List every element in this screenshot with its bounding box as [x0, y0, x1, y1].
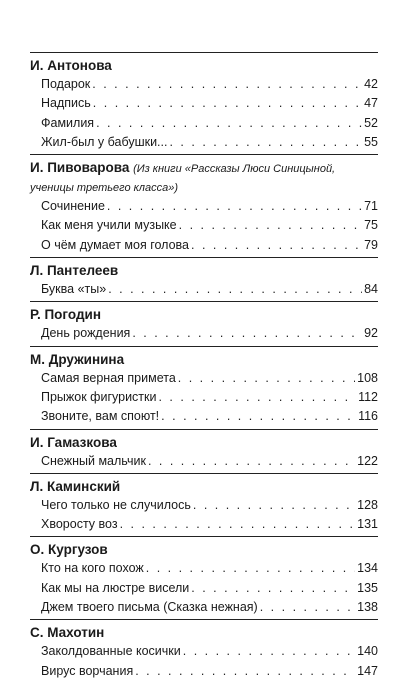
- page-number: 147: [357, 663, 378, 678]
- toc-entry: [30, 598, 378, 617]
- dot-leader: [148, 452, 355, 471]
- page-number: 140: [357, 644, 378, 659]
- dot-leader: [96, 114, 362, 133]
- entry-title: Снежный мальчик: [41, 453, 146, 468]
- page-number: 79: [364, 237, 378, 252]
- toc-section: [30, 301, 378, 343]
- entry-title: Джем твоего письма (Сказка нежная): [41, 600, 258, 615]
- toc-section: [30, 619, 378, 681]
- entry-title: Как меня учили музыке: [41, 218, 177, 233]
- dot-leader: [193, 496, 355, 515]
- toc-entry: [30, 452, 378, 471]
- dot-leader: [108, 280, 362, 299]
- author-heading: [30, 473, 378, 496]
- toc-entry: [30, 662, 378, 681]
- author-name: С. Махотин: [30, 625, 105, 641]
- dot-leader: [107, 197, 362, 216]
- toc-section: [30, 154, 378, 255]
- table-of-contents: [30, 0, 378, 681]
- toc-entry: [30, 515, 378, 534]
- author-name: И. Гамазкова: [30, 434, 117, 450]
- entry-title: Кто на кого похож: [41, 561, 144, 576]
- toc-entry: [30, 133, 378, 152]
- page-number: 112: [358, 389, 378, 404]
- toc-entry: [30, 496, 378, 515]
- entry-title: Как мы на люстре висели: [41, 580, 190, 595]
- dot-leader: [135, 662, 355, 681]
- page-number: 71: [364, 199, 378, 214]
- dot-leader: [132, 324, 362, 343]
- entry-title: Вирус ворчания: [41, 663, 134, 678]
- page-number: 52: [364, 115, 378, 130]
- author-heading: [30, 52, 378, 75]
- page-number: 84: [364, 282, 378, 297]
- author-name: М. Дружинина: [30, 351, 125, 367]
- page-number: 128: [357, 497, 378, 512]
- author-name: Л. Каминский: [30, 478, 121, 494]
- entry-title: Чего только не случилось: [41, 497, 191, 512]
- dot-leader: [178, 369, 355, 388]
- page-number: 92: [364, 326, 378, 341]
- toc-entry: [30, 388, 378, 407]
- author-name: И. Антонова: [30, 58, 112, 73]
- author-heading: [30, 257, 378, 280]
- author-heading: [30, 154, 378, 197]
- toc-entry: [30, 642, 378, 661]
- entry-title: Фамилия: [41, 115, 95, 130]
- dot-leader: [169, 133, 362, 152]
- page-number: 55: [364, 134, 378, 149]
- dot-leader: [92, 75, 362, 94]
- toc-entry: [30, 114, 378, 133]
- toc-entry: [30, 280, 378, 299]
- book-subtitle: (Из книги «Рассказы Люси Синицыной, ученицы третьего класса»): [30, 163, 336, 195]
- dot-leader: [191, 579, 355, 598]
- author-heading: [30, 619, 378, 642]
- entry-title: Буква «ты»: [41, 282, 107, 297]
- page-number: 131: [357, 517, 378, 532]
- entry-title: Самая верная примета: [41, 370, 176, 385]
- page-number: 134: [357, 561, 378, 576]
- entry-title: Жил-был у бабушки...: [41, 134, 168, 149]
- toc-entry: [30, 407, 378, 426]
- page-number: 138: [357, 600, 378, 615]
- toc-entry: [30, 559, 378, 578]
- author-name: Л. Пантелеев: [30, 263, 119, 279]
- entry-title: Подарок: [41, 77, 91, 91]
- toc-entry: [30, 369, 378, 388]
- toc-entry: [30, 324, 378, 343]
- entry-title: Заколдованные косички: [41, 644, 181, 659]
- page-number: 42: [364, 77, 378, 91]
- page-number: 75: [364, 218, 378, 233]
- toc-entry: [30, 579, 378, 598]
- dot-leader: [120, 515, 356, 534]
- toc-section: [30, 536, 378, 617]
- dot-leader: [183, 642, 355, 661]
- toc-section: [30, 473, 378, 535]
- toc-section: [30, 52, 378, 152]
- author-name: И. Пивоварова: [30, 160, 130, 176]
- entry-title: Сочинение: [41, 199, 105, 214]
- page-number: 108: [357, 370, 378, 385]
- entry-title: Звоните, вам споют!: [41, 409, 160, 424]
- author-heading: [30, 346, 378, 369]
- page-number: 116: [358, 409, 378, 424]
- dot-leader: [161, 407, 356, 426]
- toc-entry: [30, 75, 378, 94]
- toc-entry: [30, 197, 378, 216]
- dot-leader: [191, 236, 362, 255]
- page-number: 47: [364, 96, 378, 111]
- entry-title: День рождения: [41, 326, 131, 341]
- toc-section: [30, 429, 378, 471]
- dot-leader: [158, 388, 356, 407]
- author-name: О. Кургузов: [30, 542, 108, 558]
- dot-leader: [260, 598, 355, 617]
- author-name: Р. Погодин: [30, 307, 101, 323]
- toc-entry: [30, 94, 378, 113]
- toc-section: [30, 257, 378, 299]
- author-heading: [30, 301, 378, 324]
- dot-leader: [179, 216, 362, 235]
- page-number: 122: [357, 453, 378, 468]
- entry-title: Хворосту воз: [41, 517, 118, 532]
- toc-entry: [30, 236, 378, 255]
- entry-title: Надпись: [41, 96, 91, 111]
- author-heading: [30, 429, 378, 452]
- page-number: 135: [357, 580, 378, 595]
- toc-section: [30, 346, 378, 427]
- toc-entry: [30, 216, 378, 235]
- dot-leader: [93, 94, 362, 113]
- author-heading: [30, 536, 378, 559]
- entry-title: Прыжок фигуристки: [41, 389, 157, 404]
- entry-title: О чём думает моя голова: [41, 237, 189, 252]
- dot-leader: [146, 559, 355, 578]
